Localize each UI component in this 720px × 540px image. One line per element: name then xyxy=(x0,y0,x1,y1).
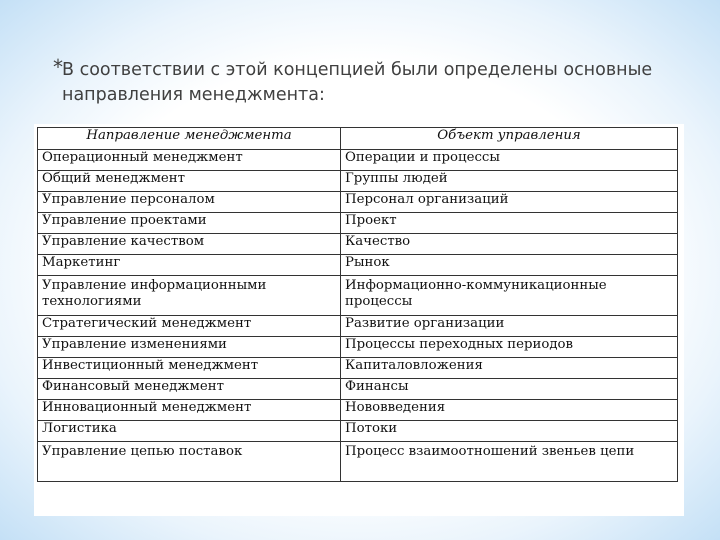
direction-cell: Управление качеством xyxy=(38,234,341,255)
direction-cell: Управление информационными технологиями xyxy=(38,276,341,316)
table-row xyxy=(38,442,678,482)
object-cell: Финансы xyxy=(341,379,678,400)
table-row xyxy=(38,316,678,337)
direction-cell: Управление изменениями xyxy=(38,337,341,358)
object-cell: Потоки xyxy=(341,421,678,442)
direction-cell: Общий менеджмент xyxy=(38,171,341,192)
direction-cell: Инновационный менеджмент xyxy=(38,400,341,421)
direction-cell: Управление персоналом xyxy=(38,192,341,213)
object-cell: Нововведения xyxy=(341,400,678,421)
direction-cell: Стратегический менеджмент xyxy=(38,316,341,337)
object-cell: Операции и процессы xyxy=(341,150,678,171)
direction-cell: Операционный менеджмент xyxy=(38,150,341,171)
table-row xyxy=(38,358,678,379)
object-cell: Качество xyxy=(341,234,678,255)
header-direction: Направление менеджмента xyxy=(38,128,341,150)
management-table xyxy=(37,127,678,482)
table-panel xyxy=(34,124,684,516)
table-row xyxy=(38,234,678,255)
object-cell: Капиталовложения xyxy=(341,358,678,379)
object-cell: Процесс взаимоотношений звеньев цепи xyxy=(341,442,678,482)
heading-text: В соответствии с этой концепцией были определены основные направления менеджмента: xyxy=(62,60,653,105)
table-row xyxy=(38,421,678,442)
direction-cell: Управление проектами xyxy=(38,213,341,234)
table-row xyxy=(38,255,678,276)
table-row xyxy=(38,150,678,171)
direction-cell: Маркетинг xyxy=(38,255,341,276)
table-row xyxy=(38,400,678,421)
object-cell: Группы людей xyxy=(341,171,678,192)
table-row xyxy=(38,171,678,192)
direction-cell: Финансовый менеджмент xyxy=(38,379,341,400)
object-cell: Проект xyxy=(341,213,678,234)
header-object: Объект управления xyxy=(341,128,678,150)
object-cell: Информационно-коммуникационные процессы xyxy=(341,276,678,316)
direction-cell: Логистика xyxy=(38,421,341,442)
table-row xyxy=(38,337,678,358)
object-cell: Развитие организации xyxy=(341,316,678,337)
direction-cell: Управление цепью поставок xyxy=(38,442,341,482)
table-row xyxy=(38,213,678,234)
table-header-row xyxy=(38,128,678,150)
object-cell: Персонал организаций xyxy=(341,192,678,213)
object-cell: Рынок xyxy=(341,255,678,276)
table-row xyxy=(38,276,678,316)
table-row xyxy=(38,192,678,213)
direction-cell: Инвестиционный менеджмент xyxy=(38,358,341,379)
slide-heading xyxy=(53,55,682,108)
object-cell: Процессы переходных периодов xyxy=(341,337,678,358)
table-row xyxy=(38,379,678,400)
bullet-marker: * xyxy=(53,55,63,79)
